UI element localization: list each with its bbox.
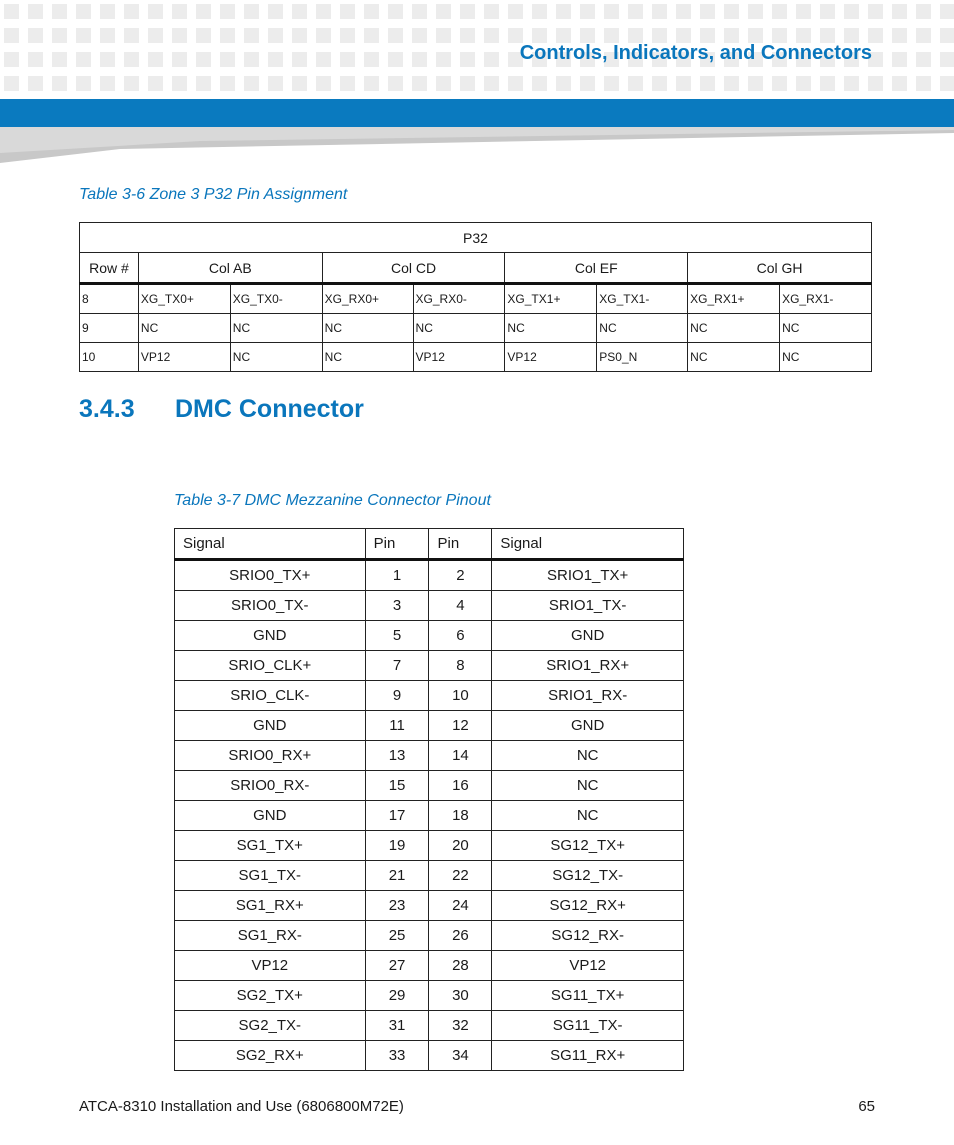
column-header: Col GH bbox=[688, 253, 872, 284]
table-cell: NC bbox=[492, 771, 684, 801]
table-cell: NC bbox=[597, 314, 688, 343]
table2-caption: Table 3-7 DMC Mezzanine Connector Pinout bbox=[174, 492, 491, 509]
table-row bbox=[175, 771, 684, 801]
table-cell: 12 bbox=[429, 711, 492, 741]
table-cell: SG12_RX+ bbox=[492, 891, 684, 921]
table-cell: NC bbox=[138, 314, 230, 343]
table-cell: XG_TX0+ bbox=[138, 284, 230, 314]
column-header: Row # bbox=[80, 253, 139, 284]
table-row bbox=[175, 891, 684, 921]
table-cell: 2 bbox=[429, 560, 492, 591]
table-cell: NC bbox=[780, 343, 872, 372]
dmc-pinout-table bbox=[174, 528, 684, 1071]
page-header-title: Controls, Indicators, and Connectors bbox=[519, 42, 872, 64]
section-heading bbox=[79, 395, 364, 424]
table-cell: SG1_TX+ bbox=[175, 831, 366, 861]
table-cell: 5 bbox=[365, 621, 429, 651]
table-cell: NC bbox=[492, 741, 684, 771]
table-cell: 15 bbox=[365, 771, 429, 801]
table-cell: SRIO0_TX+ bbox=[175, 560, 366, 591]
table-cell: 13 bbox=[365, 741, 429, 771]
p32-pin-table bbox=[79, 222, 872, 372]
table-cell: SG12_TX+ bbox=[492, 831, 684, 861]
table-cell: NC bbox=[688, 343, 780, 372]
table-cell: SG11_TX+ bbox=[492, 981, 684, 1011]
table-cell: 9 bbox=[365, 681, 429, 711]
table-cell: 27 bbox=[365, 951, 429, 981]
table-row bbox=[80, 314, 872, 343]
column-header: Col CD bbox=[322, 253, 505, 284]
table-cell: NC bbox=[322, 343, 413, 372]
table-cell: SRIO1_TX+ bbox=[492, 560, 684, 591]
table-cell: XG_RX0+ bbox=[322, 284, 413, 314]
table-cell: 4 bbox=[429, 591, 492, 621]
header-swoosh bbox=[0, 127, 954, 165]
section-number: 3.4.3 bbox=[79, 395, 135, 423]
table-cell: 28 bbox=[429, 951, 492, 981]
table-cell: SG1_TX- bbox=[175, 861, 366, 891]
table-header-row bbox=[175, 529, 684, 560]
table-row bbox=[175, 621, 684, 651]
table-cell: 6 bbox=[429, 621, 492, 651]
table-cell: SG12_TX- bbox=[492, 861, 684, 891]
table-cell: VP12 bbox=[138, 343, 230, 372]
table-row bbox=[175, 651, 684, 681]
table-row bbox=[175, 951, 684, 981]
table-cell: GND bbox=[175, 621, 366, 651]
table-cell: SRIO1_RX- bbox=[492, 681, 684, 711]
table-row bbox=[80, 343, 872, 372]
table-cell: 33 bbox=[365, 1041, 429, 1071]
table-cell: SRIO0_TX- bbox=[175, 591, 366, 621]
table-cell: SRIO1_RX+ bbox=[492, 651, 684, 681]
table-cell: NC bbox=[492, 801, 684, 831]
table-cell: NC bbox=[322, 314, 413, 343]
table-row bbox=[175, 741, 684, 771]
table-cell: SRIO0_RX- bbox=[175, 771, 366, 801]
table-cell: NC bbox=[688, 314, 780, 343]
table-row bbox=[175, 981, 684, 1011]
column-header: Pin bbox=[365, 529, 429, 560]
table-cell: 11 bbox=[365, 711, 429, 741]
table-cell: 21 bbox=[365, 861, 429, 891]
column-header: Signal bbox=[175, 529, 366, 560]
table-cell: 25 bbox=[365, 921, 429, 951]
table-cell: VP12 bbox=[505, 343, 597, 372]
table-cell: SRIO1_TX- bbox=[492, 591, 684, 621]
table-cell: NC bbox=[505, 314, 597, 343]
column-header: Col EF bbox=[505, 253, 688, 284]
table-cell: 24 bbox=[429, 891, 492, 921]
table1-caption: Table 3-6 Zone 3 P32 Pin Assignment bbox=[79, 186, 348, 203]
table-cell: 8 bbox=[80, 284, 139, 314]
table-cell: SRIO0_RX+ bbox=[175, 741, 366, 771]
table-cell: XG_TX1+ bbox=[505, 284, 597, 314]
table-header-row bbox=[80, 253, 872, 284]
footer-doc-title: ATCA-8310 Installation and Use (6806800M72E) bbox=[79, 1098, 404, 1115]
table-row bbox=[175, 861, 684, 891]
table-row bbox=[175, 1011, 684, 1041]
table-cell: SG2_TX+ bbox=[175, 981, 366, 1011]
table-cell: 17 bbox=[365, 801, 429, 831]
table-cell: 22 bbox=[429, 861, 492, 891]
group-header-cell: P32 bbox=[80, 223, 872, 253]
table-cell: 8 bbox=[429, 651, 492, 681]
table-row bbox=[175, 711, 684, 741]
table-cell: NC bbox=[230, 343, 322, 372]
table-cell: 30 bbox=[429, 981, 492, 1011]
table-cell: 14 bbox=[429, 741, 492, 771]
table-cell: 10 bbox=[429, 681, 492, 711]
table-row bbox=[175, 560, 684, 591]
table-row bbox=[175, 921, 684, 951]
table-cell: VP12 bbox=[492, 951, 684, 981]
table-cell: SG2_TX- bbox=[175, 1011, 366, 1041]
table-cell: XG_RX1+ bbox=[688, 284, 780, 314]
footer-page-number: 65 bbox=[858, 1098, 875, 1115]
table-cell: GND bbox=[492, 621, 684, 651]
table-group-header-row bbox=[80, 223, 872, 253]
table-row bbox=[175, 801, 684, 831]
table-cell: SRIO_CLK- bbox=[175, 681, 366, 711]
table-cell: SG11_RX+ bbox=[492, 1041, 684, 1071]
table-cell: XG_RX1- bbox=[780, 284, 872, 314]
table-cell: 7 bbox=[365, 651, 429, 681]
column-header: Signal bbox=[492, 529, 684, 560]
table-row bbox=[175, 591, 684, 621]
table-row bbox=[175, 1041, 684, 1071]
column-header: Col AB bbox=[138, 253, 322, 284]
table-cell: SG2_RX+ bbox=[175, 1041, 366, 1071]
table-cell: 19 bbox=[365, 831, 429, 861]
table-cell: VP12 bbox=[413, 343, 505, 372]
table-cell: VP12 bbox=[175, 951, 366, 981]
table-row bbox=[175, 681, 684, 711]
table-cell: NC bbox=[780, 314, 872, 343]
table-cell: 34 bbox=[429, 1041, 492, 1071]
header-blue-bar bbox=[0, 99, 954, 127]
table-cell: 29 bbox=[365, 981, 429, 1011]
table-cell: XG_RX0- bbox=[413, 284, 505, 314]
table-cell: 10 bbox=[80, 343, 139, 372]
table-cell: GND bbox=[175, 801, 366, 831]
table-cell: 16 bbox=[429, 771, 492, 801]
table-cell: 20 bbox=[429, 831, 492, 861]
table-cell: SRIO_CLK+ bbox=[175, 651, 366, 681]
table-cell: GND bbox=[492, 711, 684, 741]
table-cell: 31 bbox=[365, 1011, 429, 1041]
table-cell: 9 bbox=[80, 314, 139, 343]
table-cell: GND bbox=[175, 711, 366, 741]
table-cell: SG1_RX+ bbox=[175, 891, 366, 921]
section-title: DMC Connector bbox=[175, 395, 364, 423]
table-cell: NC bbox=[413, 314, 505, 343]
table-cell: XG_TX0- bbox=[230, 284, 322, 314]
table-cell: PS0_N bbox=[597, 343, 688, 372]
table-cell: 1 bbox=[365, 560, 429, 591]
table-cell: SG12_RX- bbox=[492, 921, 684, 951]
table-cell: 26 bbox=[429, 921, 492, 951]
table-cell: NC bbox=[230, 314, 322, 343]
table-cell: 23 bbox=[365, 891, 429, 921]
table-cell: 18 bbox=[429, 801, 492, 831]
table-cell: SG11_TX- bbox=[492, 1011, 684, 1041]
table-row bbox=[80, 284, 872, 314]
column-header: Pin bbox=[429, 529, 492, 560]
table-cell: XG_TX1- bbox=[597, 284, 688, 314]
table-cell: 3 bbox=[365, 591, 429, 621]
table-row bbox=[175, 831, 684, 861]
table-cell: 32 bbox=[429, 1011, 492, 1041]
table-cell: SG1_RX- bbox=[175, 921, 366, 951]
